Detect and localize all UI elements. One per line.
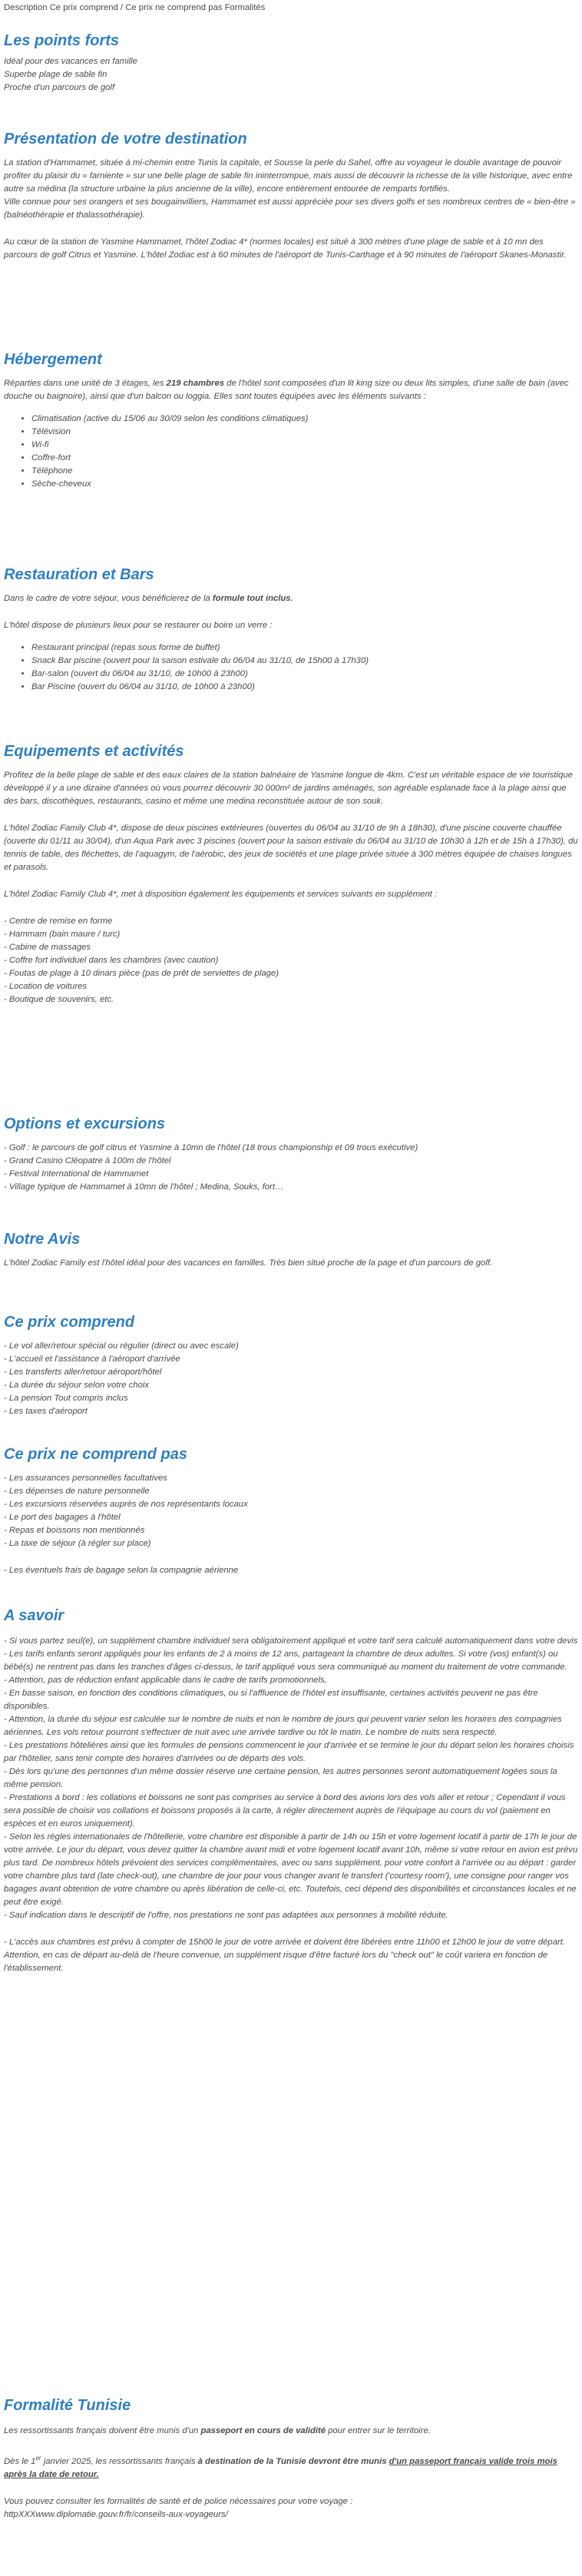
avis-title: Notre Avis [4,1231,81,1248]
restauration-list [4,642,578,694]
formalite-p1 [4,2425,578,2438]
list-item: - Le port des bagages à l'hôtel [4,1513,121,1522]
rooms-count: 219 chambres [166,379,225,388]
list-item: • Coffre-fort [31,452,578,465]
presentation-p3: Au cœur de la station de Yasmine Hammamet, l'hôtel Zodiac 4* (normes locales) est situé à 300 mètres d'une plage de sable et à 10 mn des parcours de golf Citrus et Yasmine. L'hôtel Zodiac est à 60 minutes de l'aéroport de Tunis-Carthage et à 90 minutes de l'aéroport Skanes-Monastir. [4,237,567,260]
options-title: Options et excursions [4,1116,166,1132]
formalite-title: Formalité Tunisie [4,2397,131,2414]
list-item: - Hammam (bain maure / turc) [4,930,121,939]
list-item: • Bar-salon (ouvert du 06/04 au 31/10, de 10h00 à 23h00) [31,668,578,681]
list-item: • Téléphone [31,465,578,478]
equipements-p3: L'hôtel Zodiac Family Club 4*, met à disposition également les équipements et services suivants en supplément : [4,890,438,899]
text: pour entrer sur le territoire. [326,2426,431,2435]
list-item: - Golf : le parcours de golf citrus et Yasmine à 10mn de l'hôtel (18 trous championship et 09 trous exécutive) [4,1143,418,1152]
list-item: - Les taxes d'aéroport [4,1407,88,1416]
formalite-p2 [4,2452,578,2482]
text: Dans le cadre de votre séjour, vous bénéficierez de la [4,594,213,603]
list-item: - Les tarifs enfants seront appliqués pour les enfants de 2 à moins de 12 ans, partageant la chambre de deux adultes. Si votre (vos) enfant(s) ou bébé(s) ne rentrent pas dans les tranches d'âges ci-dessus, le tarif appliqué vous sera communiqué au moment du traitement de votre commande. [4,1649,567,1672]
comprend-title: Ce prix comprend [4,1314,135,1331]
list-item: - Centre de remise en forme [4,917,113,926]
hebergement-list [4,413,578,491]
list-item: • Snack Bar piscine (ouvert pour la saison estivale du 06/04 au 31/10, de 15h00 à 17h30) [31,655,578,668]
passport-link[interactable]: d'un passeport français valide trois mois après la date de retour. [4,2456,557,2479]
hebergement-title: Hébergement [4,351,102,368]
restauration-title: Restauration et Bars [4,566,154,583]
list-item: - Village typique de Hammamet à 10mn de l'hôtel ; Medina, Souks, fort… [4,1182,284,1192]
section-formalite [4,2395,578,2521]
list-item: - Les éventuels frais de bagage selon la compagnie aérienne [4,1566,239,1575]
restauration-p2: L'hôtel dispose de plusieurs lieux pour se restaurer ou boire un verre : [4,621,273,630]
list-item: - Repas et boissons non mentionnés [4,1526,145,1535]
section-restauration [4,565,578,694]
formalite-url[interactable]: httpXXXwww.diplomatie.gouv.fr/fr/conseils-aux-voyageurs/ [4,2509,228,2519]
presentation-p2: Ville connue pour ses orangers et ses bougainvilliers, Hammamet est aussi appréciée pour ses divers golfs et ses nombreux centres de « bien-être » (balnéothérapie et thalassothérapie). [4,197,576,220]
list-item: - L'accès aux chambres est prévu à compter de 15h00 le jour de votre arrivée et doivent être libérées entre 11h00 et 12h00 le jour de votre départ. Attention, en cas de départ au-delà de l'heure convenue, un supplément risque d'être facturé lors du "check out" le coût variera en fonction de l'établissement. [4,1938,566,1973]
text: janvier 2025, les ressortissants français [41,2456,198,2466]
section-points-forts [4,31,578,94]
section-a-savoir [4,1606,578,1975]
list-item: - Attention, pas de réduction enfant applicable dans le cadre de tarifs promotionnels. [4,1676,327,1685]
list-item: - La pension Tout compris inclus [4,1394,128,1403]
list-item: - Location de voitures [4,982,88,991]
list-item: - Festival International de Hammamet [4,1169,149,1179]
list-item: • Restaurant principal (repas sous forme de buffet) [31,642,578,655]
text: Dès le 1 [4,2456,36,2466]
presentation-title: Présentation de votre destination [4,131,247,148]
a-savoir-title: A savoir [4,1607,64,1624]
text: Les ressortissants français doivent être munis d'un [4,2426,201,2435]
list-item: - Si vous partez seul(e), un supplément chambre individuel sera obligatoirement appliqué et votre tarif sera calculé automatiquement dans votre devis [4,1636,578,1646]
equipements-title: Equipements et activités [4,743,184,760]
restauration-p1 [4,592,578,605]
list-item: • Télévision [31,426,578,439]
list-item: - Dès lors qu'une des personnes d'un même dossier réserve une certaine pension, les autres personnes seront automatiquement logées sous la même pension. [4,1767,557,1789]
list-item: - Attention, la durée du séjour est calculée sur le nombre de nuits et non le nombre de jours qui peuvent varier selon les horaires des compagnies aériennes. Les vols retour pourront s'effectuer de nuit avec une arrivée tardive ou tôt le matin. Le nombre de nuits sera respecté. [4,1715,562,1737]
destination-text: à destination de la Tunisie devront être munis [197,2456,387,2466]
ne-comprend-title: Ce prix ne comprend pas [4,1446,187,1463]
list-item: - Boutique de souvenirs, etc. [4,995,114,1004]
list-item: - Les excursions réservées auprès de nos représentants locaux [4,1500,248,1509]
section-options [4,1114,578,1194]
list-item: • Sèche-cheveux [31,478,578,491]
list-item: - Prestations à bord : les collations et boissons ne sont pas comprises au service à bord des avions lors des vols aller et retour ; Cependant il vous sera possible de choisir vos collations et boissons proposés à la carte, à régler directement auprès de l'équipage au cours du vol (paiement en espèces et en euros uniquement). [4,1793,566,1828]
list-item: - En basse saison, en fonction des conditions climatiques, ou si l'affluence de l'hôtel est insuffisante, certaines activités peuvent ne pas être disponibles. [4,1689,538,1711]
text: er [35,2455,41,2462]
list-item: - Le vol aller/retour spécial ou régulier (direct ou avec escale) [4,1341,239,1351]
list-item: - Foutas de plage à 10 dinars pièce (pas de prêt de serviettes de plage) [4,969,279,978]
list-item: - Selon les règles internationales de l'hôtellerie, votre chambre est disponible à partir de 14h ou 15h et votre logement locatif à partir de 17h le jour de votre arrivée. Le jour du départ, vous devez quitter la chambre avant midi et votre logement locatif avant 10h, même si votre retour en avion est prévu plus tard. De nombreux hôtels prévoient des services complémentaires, avec ou sans supplément, pour votre confort à l'arrivée ou au départ : garder votre chambre plus tard (late check-out), une chambre de jour pour vous changer avant le transfert ('courtesy room'), une consigne pour ranger vos bagages avant obtention de votre chambre ou après libération de celle-ci, etc. Toutefois, ceci dépend des disponibilités et circonstances locales et ne peut être exigé. [4,1832,578,1907]
section-comprend [4,1312,578,1418]
points-forts-title: Les points forts [4,32,120,49]
text: de l'hôtel sont composées d'un lit king size ou deux lits simples, d'une salle de bain (avec douche ou baignoire), ainsi que d'un balcon ou loggia. Elles sont toutes équipées avec les éléments suivants : [4,379,569,401]
list-item: Idéal pour des vacances en famille [4,57,137,66]
passport-requirement: passeport en cours de validité [200,2426,326,2435]
list-item: - Sauf indication dans le descriptif de l'offre, nos prestations ne sont pas adaptées aux personnes à mobilité réduite. [4,1911,448,1920]
presentation-p1: La station d'Hammamet, située à mi-chemin entre Tunis la capitale, et Sousse la perle du Sahel, offre au voyageur le double avantage de pouvoir profiter du plaisir du « farniente » sur une belle plage de sable fin ininterrompue, mais aussi de découvrir la richesse de la ville historique, avec entre autre sa médina (la structure urbaine la plus ancienne de la ville), encore entièrement entourée de remparts fortifiés. [4,158,573,194]
list-item: • Bar Piscine (ouvert du 06/04 au 31/10, de 10h00 à 23h00) [31,681,578,694]
avis-text: L'hôtel Zodiac Family est l'hôtel idéal pour des vacances en familles. Très bien situé proche de la page et d'un parcours de golf. [4,1258,493,1268]
equipements-p2: L'hôtel Zodiac Family Club 4*, dispose de deux piscines extérieures (ouvertes du 06/04 au 31/10 de 9h à 18h30), d'une piscine couverte chauffée (ouverte du 01/11 au 30/04), d'un Aqua Park avec 3 piscines (ouvert pour la saison estivale du 06/04 au 31/10 de 10h30 à 12h et de 15h à 17h30), du tennis de table, des fléchettes, de l'aquagym, de l'aérobic, des jeux de sociétés et une plage privée située à 300 mètres équipée de chaises longues et parasols. [4,824,578,872]
section-equipements [4,741,578,1006]
breadcrumb [4,2,578,15]
list-item: • Climatisation (active du 15/06 au 30/09 selon les conditions climatiques) [31,413,578,426]
list-item: Superbe plage de sable fin [4,70,107,79]
list-item: - Cabine de massages [4,943,91,952]
hebergement-intro [4,377,578,403]
list-item: - Coffre fort individuel dans les chambres (avec caution) [4,956,219,965]
formule: formule tout inclus [212,594,291,603]
list-item: - La durée du séjour selon votre choix [4,1381,150,1390]
text: . [290,594,293,603]
list-item: - Les prestations hôtelières ainsi que les formules de pensions commencent le jour d'arrivée et se termine le jour du départ selon les horaires choisis par l'hôtelier, sans tenir compte des horaires d'arrivées ou de départs des vols. [4,1741,574,1763]
list-item: - Les assurances personnelles facultatives [4,1474,167,1483]
list-item: Proche d'un parcours de golf [4,83,115,92]
section-ne-comprend [4,1444,578,1577]
section-hebergement [4,350,578,491]
list-item: - La taxe de séjour (à régler sur place) [4,1539,151,1548]
list-item: - L'accueil et l'assistance à l'aéroport d'arrivée [4,1354,180,1364]
list-item: - Les transferts aller/retour aéroport/hôtel [4,1368,162,1377]
list-item: • Wi-fi [31,439,578,452]
section-presentation [4,129,578,262]
list-item: - Les dépenses de nature personnelle [4,1487,150,1496]
section-avis [4,1229,578,1270]
text: Réparties dans une unité de 3 étages, les [4,379,167,388]
equipements-p1: Profitez de la belle plage de sable et des eaux claires de la station balnéaire de Yasmine longue de 4km. C'est un véritable espace de vie touristique développé il y a une dizaine d'années où vous pourrez découvrir 30 000m² de jardins aménagés, son agréable esplanade face à la plage ainsi que des bars, discothèques, restaurants, casino et même une medina reconstituée autour de son souk. [4,771,573,806]
breadcrumb-text: Description Ce prix comprend / Ce prix ne comprend pas Formalités [4,3,266,12]
list-item: - Grand Casino Cléopatre à 100m de l'hôtel [4,1156,171,1165]
formalite-p3: Vous pouvez consulter les formalités de santé et de police nécessaires pour votre voyage : [4,2496,353,2506]
